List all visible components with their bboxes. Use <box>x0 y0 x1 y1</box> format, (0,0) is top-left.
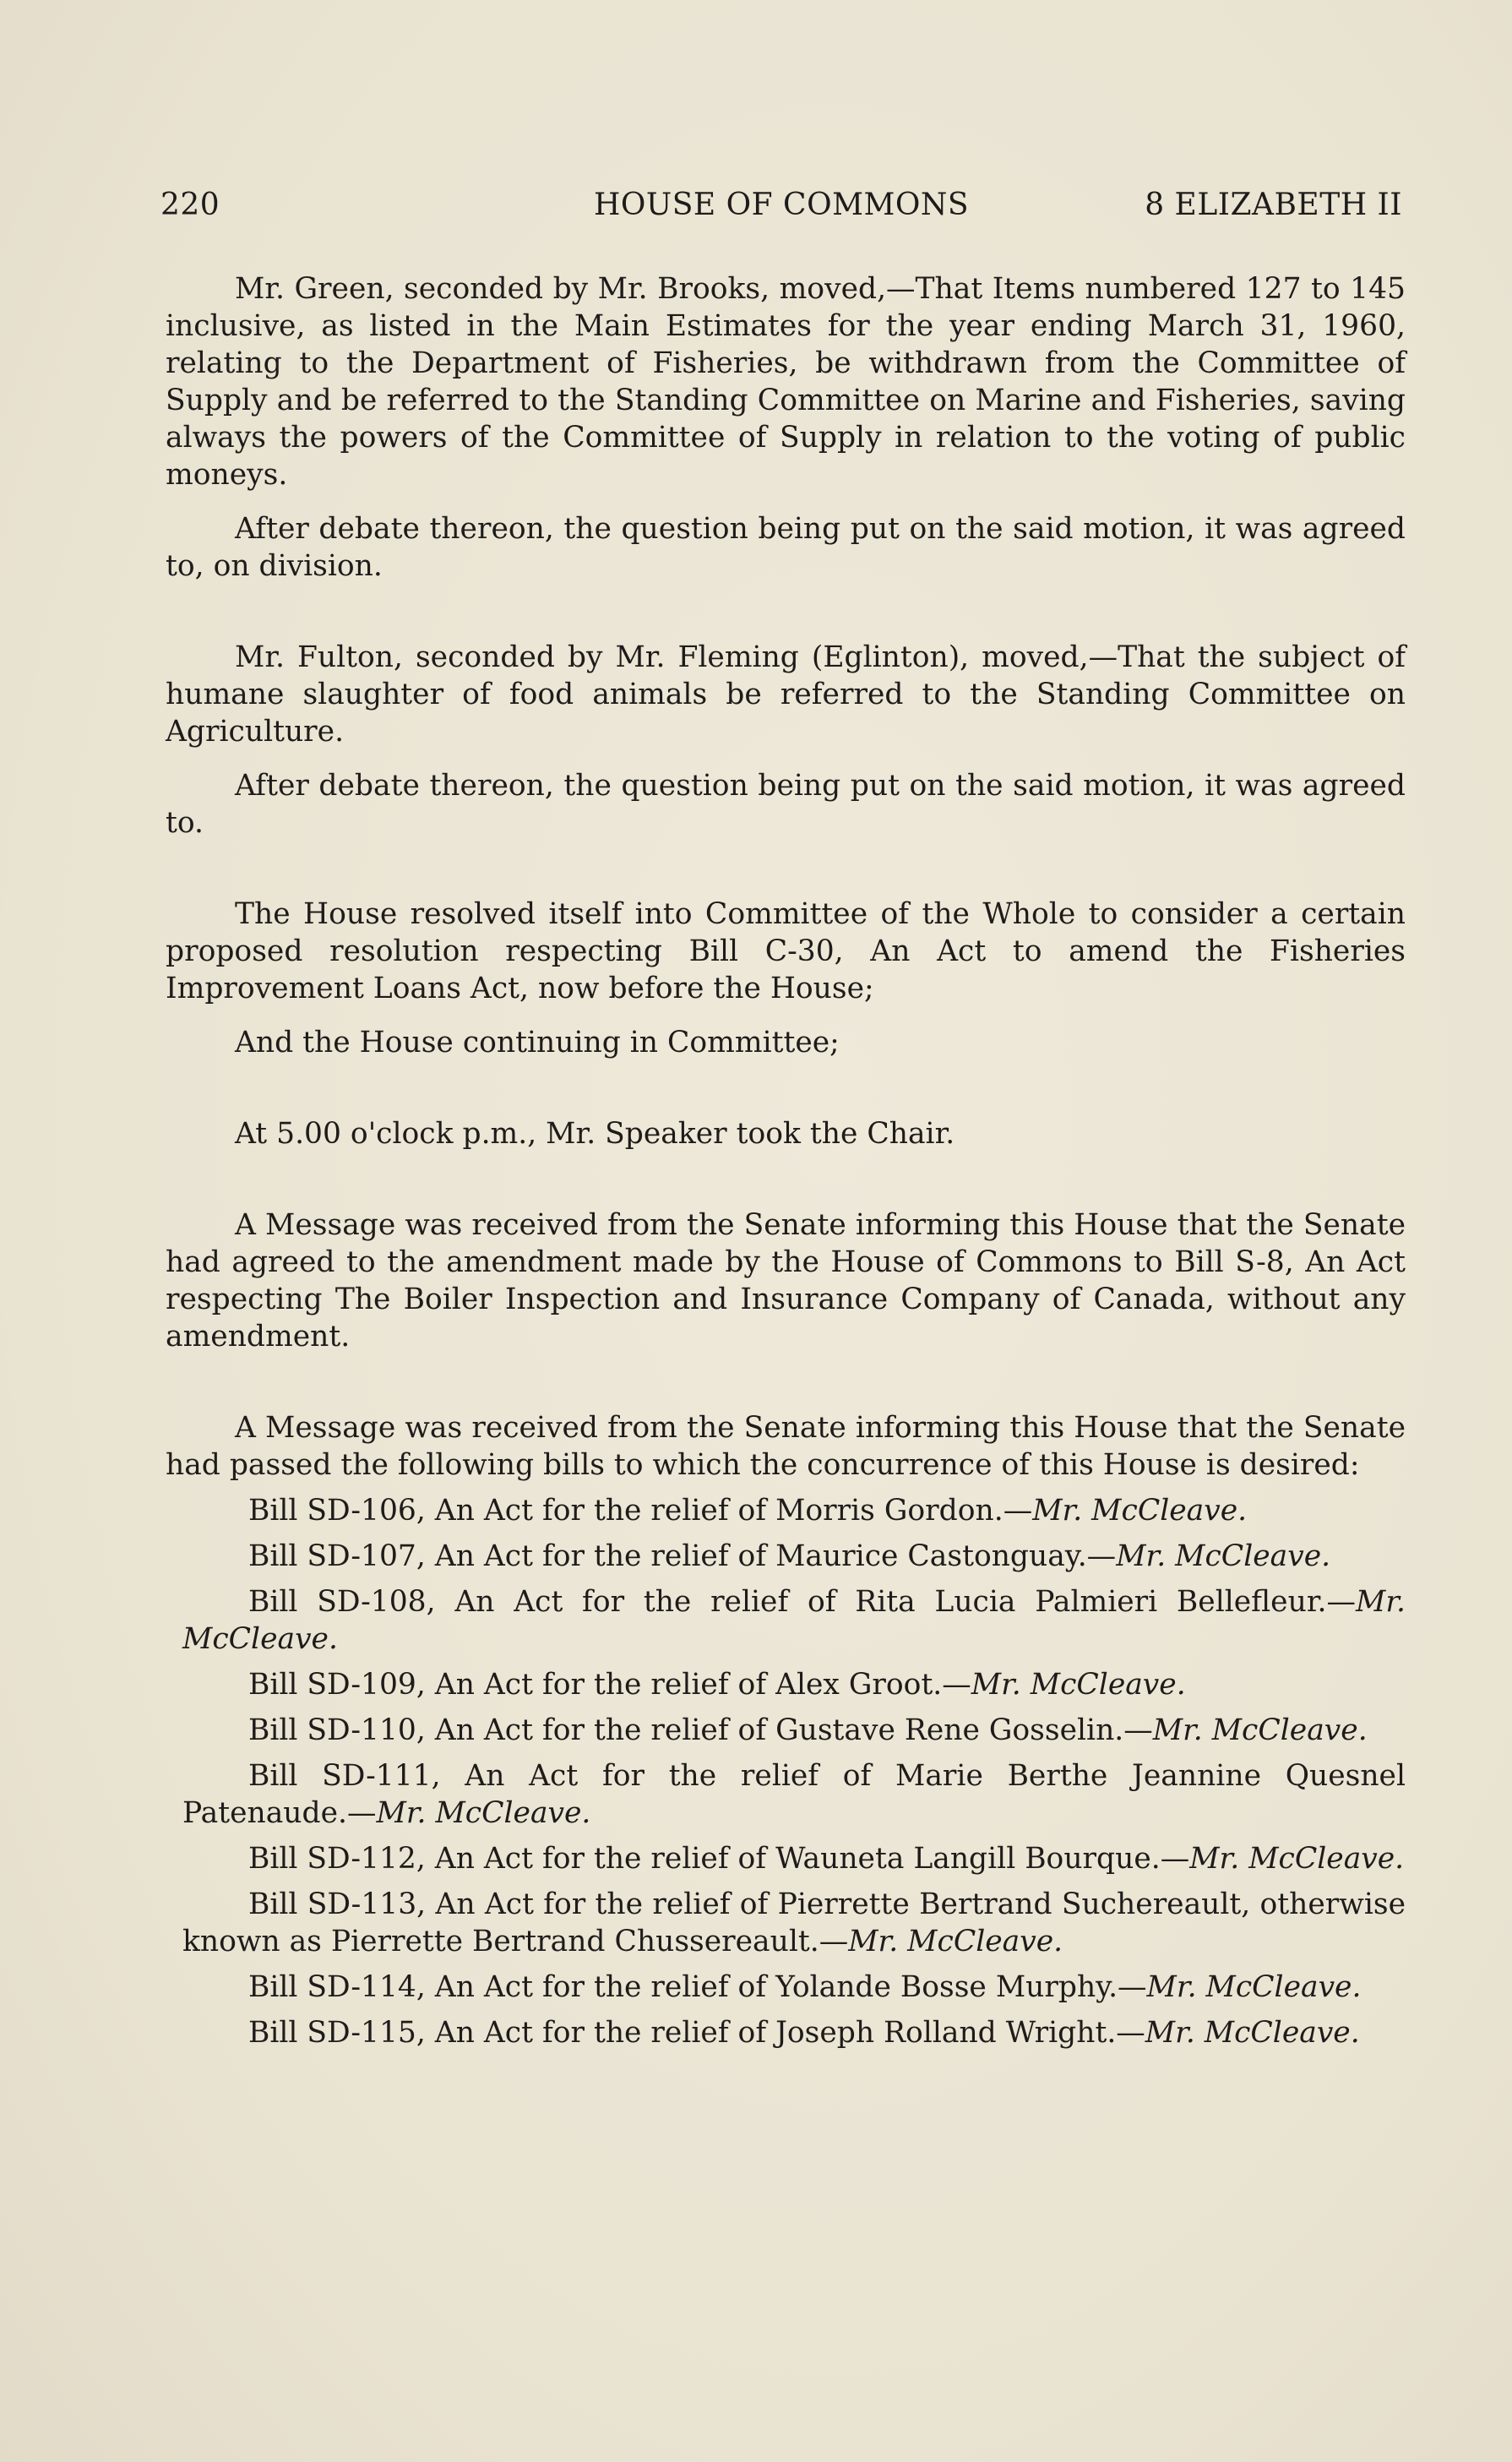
list-item <box>182 1583 1406 1658</box>
list-item <box>182 1538 1406 1575</box>
page-number: 220 <box>160 188 220 222</box>
speaker-chair-entry <box>166 1115 1406 1152</box>
bill-text: Bill SD-113, An Act for the relief of Pierrette Bertrand Suchereault, otherwise known as Pierrette Bertrand Chussereault.— <box>182 1887 1406 1958</box>
list-item <box>182 2014 1406 2051</box>
motion-result: After debate thereon, the question being put on the said motion, it was agreed to, on division. <box>166 512 1406 583</box>
bill-sponsor: Mr. McCleave. <box>1116 1539 1331 1573</box>
fisheries-estimates-motion <box>166 270 1406 585</box>
motion-text: Mr. Fulton, seconded by Mr. Fleming (Eglinton), moved,—That the subject of humane slaughter of food animals be referred to the Standing Committee on Agriculture. <box>166 640 1406 749</box>
list-item <box>182 1757 1406 1832</box>
bill-sponsor: Mr. McCleave. <box>1145 2016 1360 2050</box>
list-item <box>182 1712 1406 1749</box>
bill-sponsor: Mr. McCleave. <box>1032 1494 1248 1528</box>
bill-text: Bill SD-111, An Act for the relief of Marie Berthe Jeannine Quesnel Patenaude.— <box>182 1759 1406 1830</box>
committee-text: The House resolved itself into Committee of the Whole to consider a certain proposed resolution respecting Bill C-30, An Act to amend the Fisheries Improvement Loans Act, now before the House; <box>166 897 1406 1005</box>
bill-text: Bill SD-110, An Act for the relief of Gustave Rene Gosselin.— <box>248 1713 1153 1747</box>
message-text: A Message was received from the Senate informing this House that the Senate had passed the following bills to which the concurrence of this House is desired: <box>166 1411 1406 1482</box>
list-item <box>182 1840 1406 1877</box>
bill-text: Bill SD-108, An Act for the relief of Rita Lucia Palmieri Bellefleur.— <box>248 1585 1356 1619</box>
journal-body <box>166 270 1406 2060</box>
bill-sponsor: Mr. McCleave. <box>182 1585 1406 1656</box>
bill-list <box>166 1492 1406 2051</box>
senate-message-amendment <box>166 1206 1406 1355</box>
message-text: A Message was received from the Senate informing this House that the Senate had agreed to the amendment made by the House of Commons to Bill S-8, An Act respecting The Boiler Inspection and Insurance Company of Canada, without any amendment. <box>166 1208 1406 1354</box>
bill-sponsor: Mr. McCleave. <box>376 1796 591 1830</box>
list-item <box>182 1492 1406 1529</box>
motion-result: After debate thereon, the question being put on the said motion, it was agreed to. <box>166 769 1406 840</box>
bill-sponsor: Mr. McCleave. <box>1146 1970 1362 2004</box>
bill-text: Bill SD-106, An Act for the relief of Morris Gordon.— <box>248 1494 1033 1528</box>
list-item <box>182 1886 1406 1960</box>
journal-title: HOUSE OF COMMONS <box>593 188 970 222</box>
bill-sponsor: Mr. McCleave. <box>1189 1842 1405 1876</box>
session-label: 8 ELIZABETH II <box>1145 188 1402 222</box>
running-head <box>160 188 1402 230</box>
committee-of-the-whole-entry <box>166 896 1406 1061</box>
bill-text: Bill SD-112, An Act for the relief of Wauneta Langill Bourque.— <box>248 1842 1190 1876</box>
bill-text: Bill SD-107, An Act for the relief of Maurice Castonguay.— <box>248 1539 1117 1573</box>
committee-continuing: And the House continuing in Committee; <box>235 1026 840 1059</box>
humane-slaughter-motion <box>166 639 1406 842</box>
bill-text: Bill SD-109, An Act for the relief of Alex Groot.— <box>248 1668 971 1702</box>
list-item <box>182 1666 1406 1703</box>
bill-sponsor: Mr. McCleave. <box>1152 1713 1368 1747</box>
bill-sponsor: Mr. McCleave. <box>971 1668 1186 1702</box>
senate-message-bills <box>166 1409 1406 2051</box>
bill-sponsor: Mr. McCleave. <box>848 1925 1063 1958</box>
speaker-text: At 5.00 o'clock p.m., Mr. Speaker took the Chair. <box>235 1117 955 1151</box>
bill-text: Bill SD-114, An Act for the relief of Yolande Bosse Murphy.— <box>248 1970 1147 2004</box>
motion-text: Mr. Green, seconded by Mr. Brooks, moved,—That Items numbered 127 to 145 inclusive, as listed in the Main Estimates for the year ending March 31, 1960, relating to the Department of Fisheries, be withdrawn from the Committee of Supply and be referred to the Standing Committee on Marine and Fisheries, saving always the powers of the Committee of Supply in relation to the voting of public moneys. <box>166 272 1406 492</box>
bill-text: Bill SD-115, An Act for the relief of Joseph Rolland Wright.— <box>248 2016 1145 2050</box>
list-item <box>182 1969 1406 2006</box>
